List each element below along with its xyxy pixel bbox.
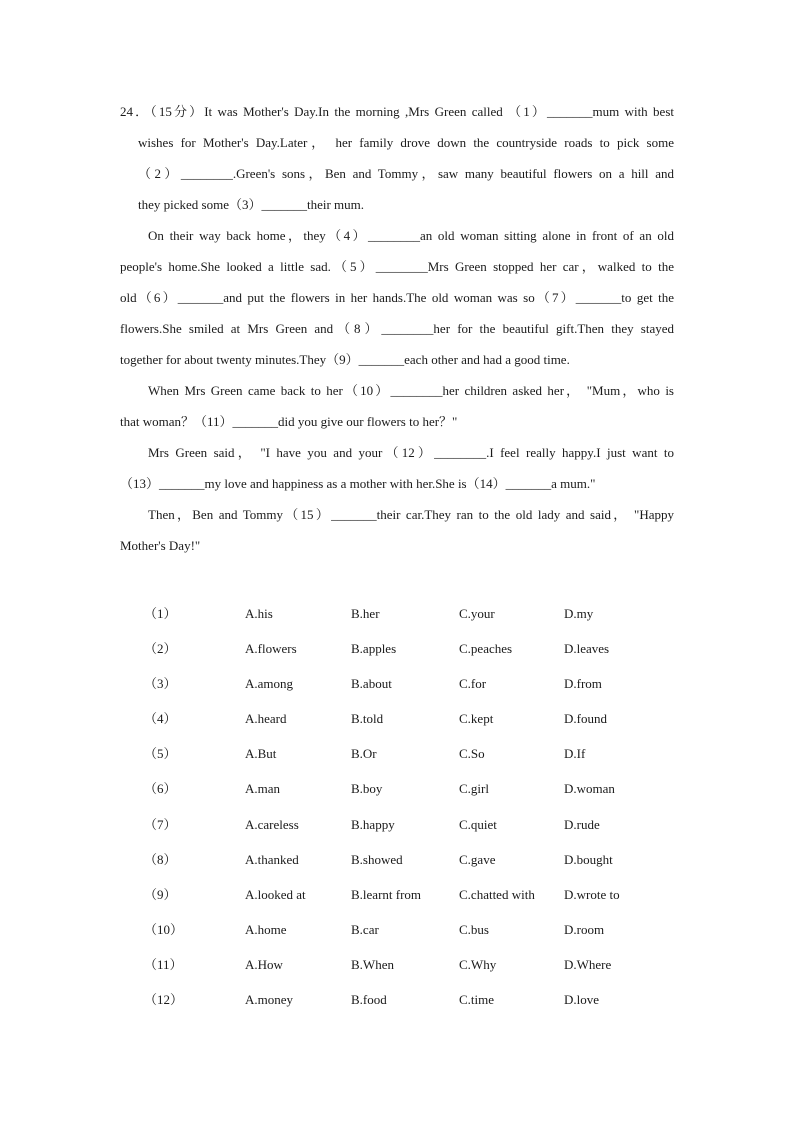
passage-line: that woman？（11）_______did you give our flowers to her？" [120, 414, 458, 429]
option-c[interactable]: C.time [459, 992, 495, 1008]
option-row [144, 984, 704, 1019]
option-row [144, 879, 704, 914]
question-number: （11） [144, 956, 183, 972]
option-d[interactable]: D.bought [564, 851, 613, 867]
cloze-passage [120, 96, 674, 561]
option-row [144, 703, 704, 738]
question-number: （4） [144, 711, 177, 727]
option-a[interactable]: A.careless [245, 816, 299, 832]
option-b[interactable]: B.food [351, 992, 387, 1008]
answer-options-table [144, 598, 704, 1019]
question-number: （2） [144, 641, 177, 657]
passage-line: they picked some（3）_______their mum. [138, 197, 365, 212]
option-c[interactable]: C.So [459, 746, 485, 762]
passage-line: When Mrs Green came back to her（10）________her children asked her， "Mum，who is [148, 383, 674, 398]
option-row [144, 668, 704, 703]
option-row [144, 844, 704, 879]
option-c[interactable]: C.quiet [459, 816, 497, 832]
option-d[interactable]: D.from [564, 676, 602, 692]
option-row [144, 738, 704, 773]
question-number: （8） [144, 851, 177, 867]
option-d[interactable]: D.love [564, 992, 600, 1008]
option-b[interactable]: B.learnt from [351, 886, 422, 902]
option-b[interactable]: B.When [351, 956, 394, 972]
option-c[interactable]: C.gave [459, 851, 496, 867]
passage-line: flowers.She smiled at Mrs Green and（8）________her for the beautiful gift.Then they stayed [120, 321, 674, 336]
passage-line: Mrs Green said， "I have you and your（12）________.I feel really happy.I just want to [148, 445, 674, 460]
passage-line: wishes for Mother's Day.Later， her family drove down the countryside roads to pick some [138, 135, 674, 150]
option-a[interactable]: A.But [245, 746, 277, 762]
option-c[interactable]: C.chatted with [459, 886, 535, 902]
question-number: （7） [144, 816, 177, 832]
option-b[interactable]: B.boy [351, 781, 383, 797]
passage-line: （13）_______my love and happiness as a mother with her.She is（14）_______a mum." [120, 476, 596, 491]
option-d[interactable]: D.wrote to [564, 886, 620, 902]
option-a[interactable]: A.money [245, 992, 294, 1008]
option-b[interactable]: B.told [351, 711, 384, 727]
question-number: （1） [144, 606, 177, 621]
option-a[interactable]: A.home [245, 921, 287, 937]
option-b[interactable]: B.apples [351, 641, 397, 657]
option-b[interactable]: B.her [351, 606, 380, 621]
option-b[interactable]: B.happy [351, 816, 395, 832]
option-a[interactable]: A.among [245, 676, 294, 692]
option-row [144, 773, 704, 808]
option-row [144, 914, 704, 949]
passage-line: together for about twenty minutes.They（9）_______each other and had a good time. [120, 352, 570, 367]
passage-line: Mother's Day!" [120, 538, 201, 553]
option-d[interactable]: D.found [564, 711, 607, 727]
question-number: （12） [144, 992, 184, 1008]
option-d[interactable]: D.leaves [564, 641, 610, 657]
option-a[interactable]: A.man [245, 781, 281, 797]
passage-line-heading: 24．（15分）It was Mother's Day.In the morning ,Mrs Green called （1）_______mum with best [120, 104, 674, 119]
option-c[interactable]: C.Why [459, 956, 497, 972]
option-b[interactable]: B.Or [351, 746, 377, 762]
option-d[interactable]: D.my [564, 606, 594, 621]
option-c[interactable]: C.for [459, 676, 487, 692]
question-number: （9） [144, 886, 177, 902]
question-number: （5） [144, 746, 177, 762]
option-d[interactable]: D.woman [564, 781, 615, 797]
option-b[interactable]: B.about [351, 676, 392, 692]
option-c[interactable]: C.peaches [459, 641, 513, 657]
passage-line: （2）________.Green's sons，Ben and Tommy，saw many beautiful flowers on a hill and [138, 166, 674, 181]
option-a[interactable]: A.thanked [245, 851, 299, 867]
option-c[interactable]: C.your [459, 606, 495, 621]
option-d[interactable]: D.rude [564, 816, 600, 832]
option-c[interactable]: C.girl [459, 781, 489, 797]
passage-line: old（6）_______and put the flowers in her hands.The old woman was so（7）_______to get the [120, 290, 674, 305]
question-number: （6） [144, 781, 177, 797]
option-d[interactable]: D.If [564, 746, 586, 762]
option-row [144, 598, 704, 633]
passage-line: people's home.She looked a little sad.（5）________Mrs Green stopped her car，walked to the [120, 259, 674, 274]
option-d[interactable]: D.Where [564, 956, 612, 972]
question-number: （3） [144, 676, 177, 692]
option-a[interactable]: A.heard [245, 711, 287, 727]
question-number: （10） [144, 921, 184, 937]
option-b[interactable]: B.car [351, 921, 379, 937]
option-a[interactable]: A.his [245, 606, 273, 621]
option-a[interactable]: A.looked at [245, 886, 306, 902]
passage-line: Then，Ben and Tommy（15）_______their car.They ran to the old lady and said， "Happy [148, 507, 674, 522]
option-c[interactable]: C.kept [459, 711, 494, 727]
option-a[interactable]: A.flowers [245, 641, 297, 657]
option-d[interactable]: D.room [564, 921, 605, 937]
option-a[interactable]: A.How [245, 956, 283, 972]
passage-line: On their way back home，they（4）________an old woman sitting alone in front of an old [148, 228, 674, 243]
option-row [144, 809, 704, 844]
option-b[interactable]: B.showed [351, 851, 403, 867]
option-row [144, 949, 704, 984]
option-row [144, 633, 704, 668]
option-c[interactable]: C.bus [459, 921, 489, 937]
